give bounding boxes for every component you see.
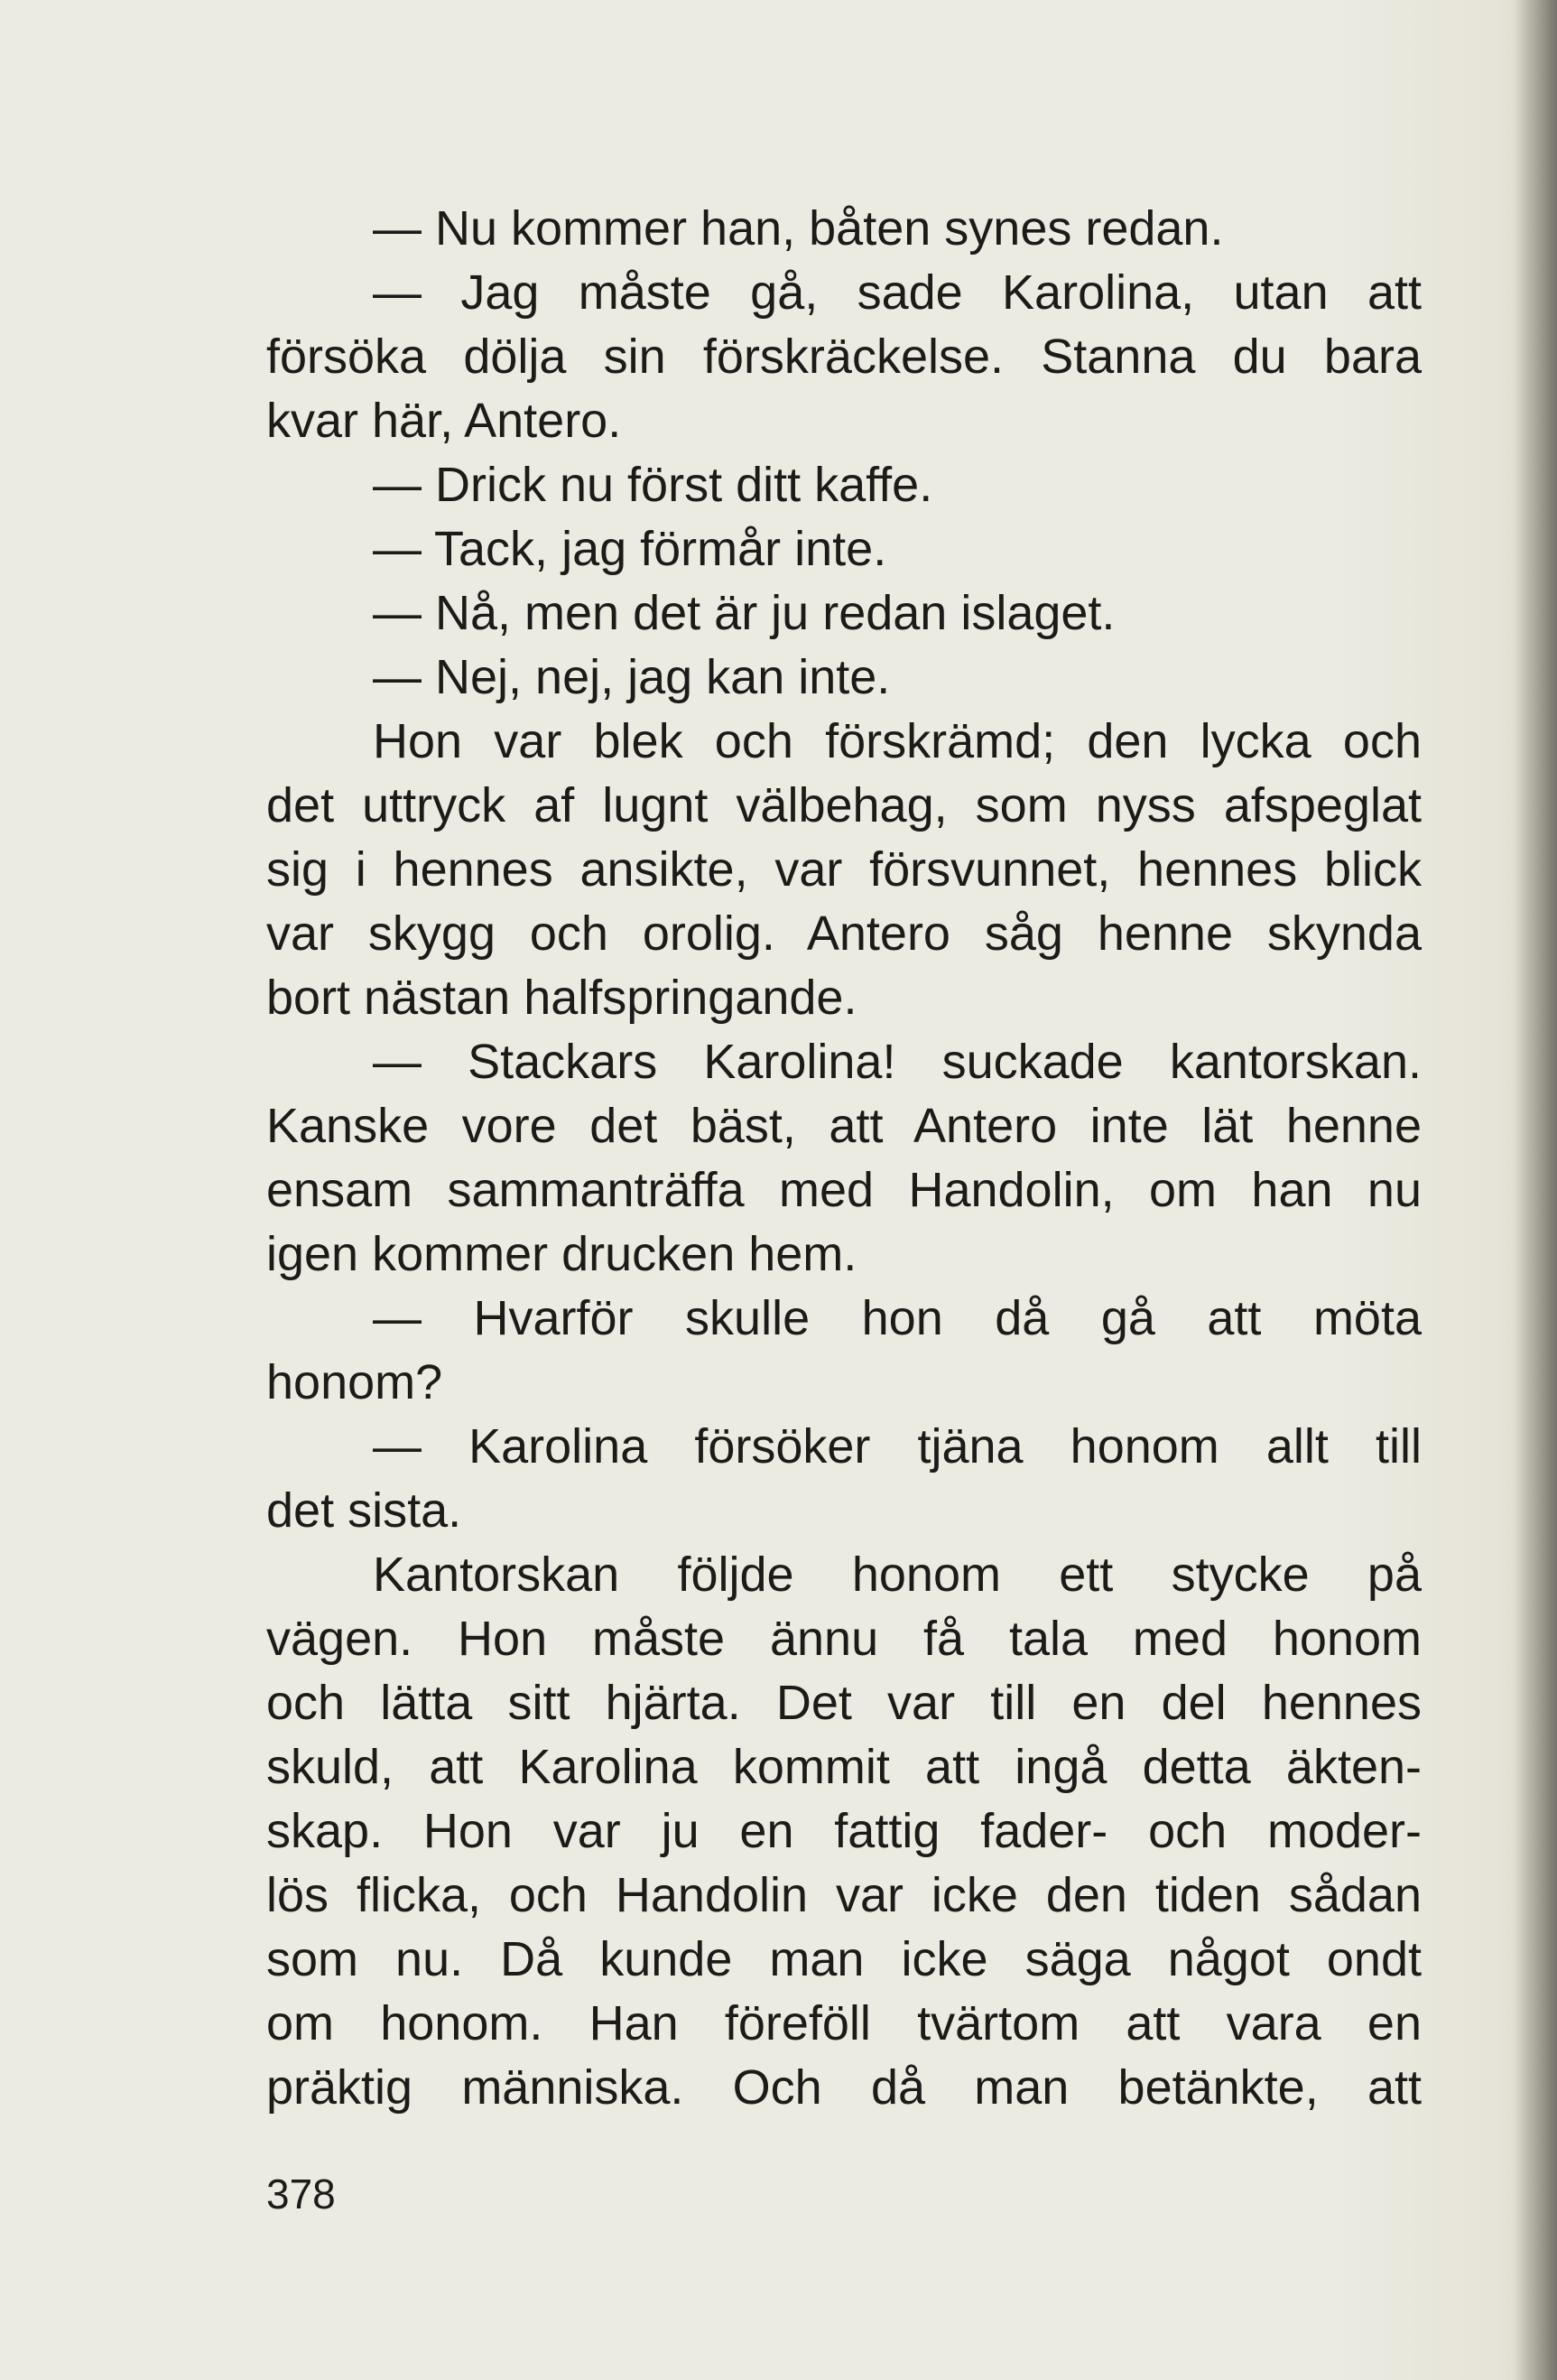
text-line: igen kommer drucken hem. [266, 1227, 857, 1281]
text-line: Kantorskan följde honom ett stycke på [373, 1548, 1422, 1602]
text-line: försöka dölja sin förskräckelse. Stanna du bara [266, 330, 1422, 384]
body-text [266, 197, 1422, 2120]
text-line: kvar här, Antero. [266, 394, 622, 448]
text-line: — Tack, jag förmår inte. [373, 522, 887, 576]
text-line: Kanske vore det bäst, att Antero inte lät henne [266, 1099, 1422, 1153]
text-line: ensam sammanträffa med Handolin, om han nu [266, 1163, 1422, 1217]
text-line: och lätta sitt hjärta. Det var till en del hennes [266, 1676, 1422, 1730]
text-line: — Jag måste gå, sade Karolina, utan att [373, 265, 1422, 320]
text-line: lös flicka, och Handolin var icke den tiden sådan [266, 1868, 1422, 1922]
text-line: — Karolina försöker tjäna honom allt till [373, 1419, 1422, 1474]
text-line: det uttryck af lugnt välbehag, som nyss afspeglat [266, 778, 1422, 832]
text-line: — Nå, men det är ju redan islaget. [373, 586, 1116, 640]
text-line: skap. Hon var ju en fattig fader- och moder- [266, 1804, 1422, 1858]
text-line: skuld, att Karolina kommit att ingå detta äkten- [266, 1740, 1422, 1794]
text-line: sig i hennes ansikte, var försvunnet, hennes blick [266, 842, 1422, 897]
page-number: 378 [266, 2171, 336, 2217]
text-line: — Nu kommer han, båten synes redan. [373, 201, 1224, 256]
text-line: — Stackars Karolina! suckade kantorskan. [373, 1035, 1422, 1089]
text-line: var skygg och orolig. Antero såg henne skynda [266, 906, 1422, 961]
text-line: Hon var blek och förskrämd; den lycka och [373, 714, 1422, 768]
text-line: som nu. Då kunde man icke säga något ondt [266, 1932, 1422, 1986]
text-line: präktig människa. Och då man betänkte, att [266, 2060, 1422, 2115]
text-line: — Hvarför skulle hon då gå att möta [373, 1291, 1422, 1345]
text-line: det sista. [266, 1483, 462, 1538]
text-line: honom? [266, 1355, 443, 1409]
text-line: bort nästan halfspringande. [266, 971, 857, 1025]
text-line: — Drick nu först ditt kaffe. [373, 458, 933, 512]
text-line: vägen. Hon måste ännu få tala med honom [266, 1612, 1422, 1666]
page-edge-shadow [1514, 0, 1557, 2380]
text-line: om honom. Han föreföll tvärtom att vara en [266, 1996, 1422, 2050]
text-line: — Nej, nej, jag kan inte. [373, 650, 891, 704]
